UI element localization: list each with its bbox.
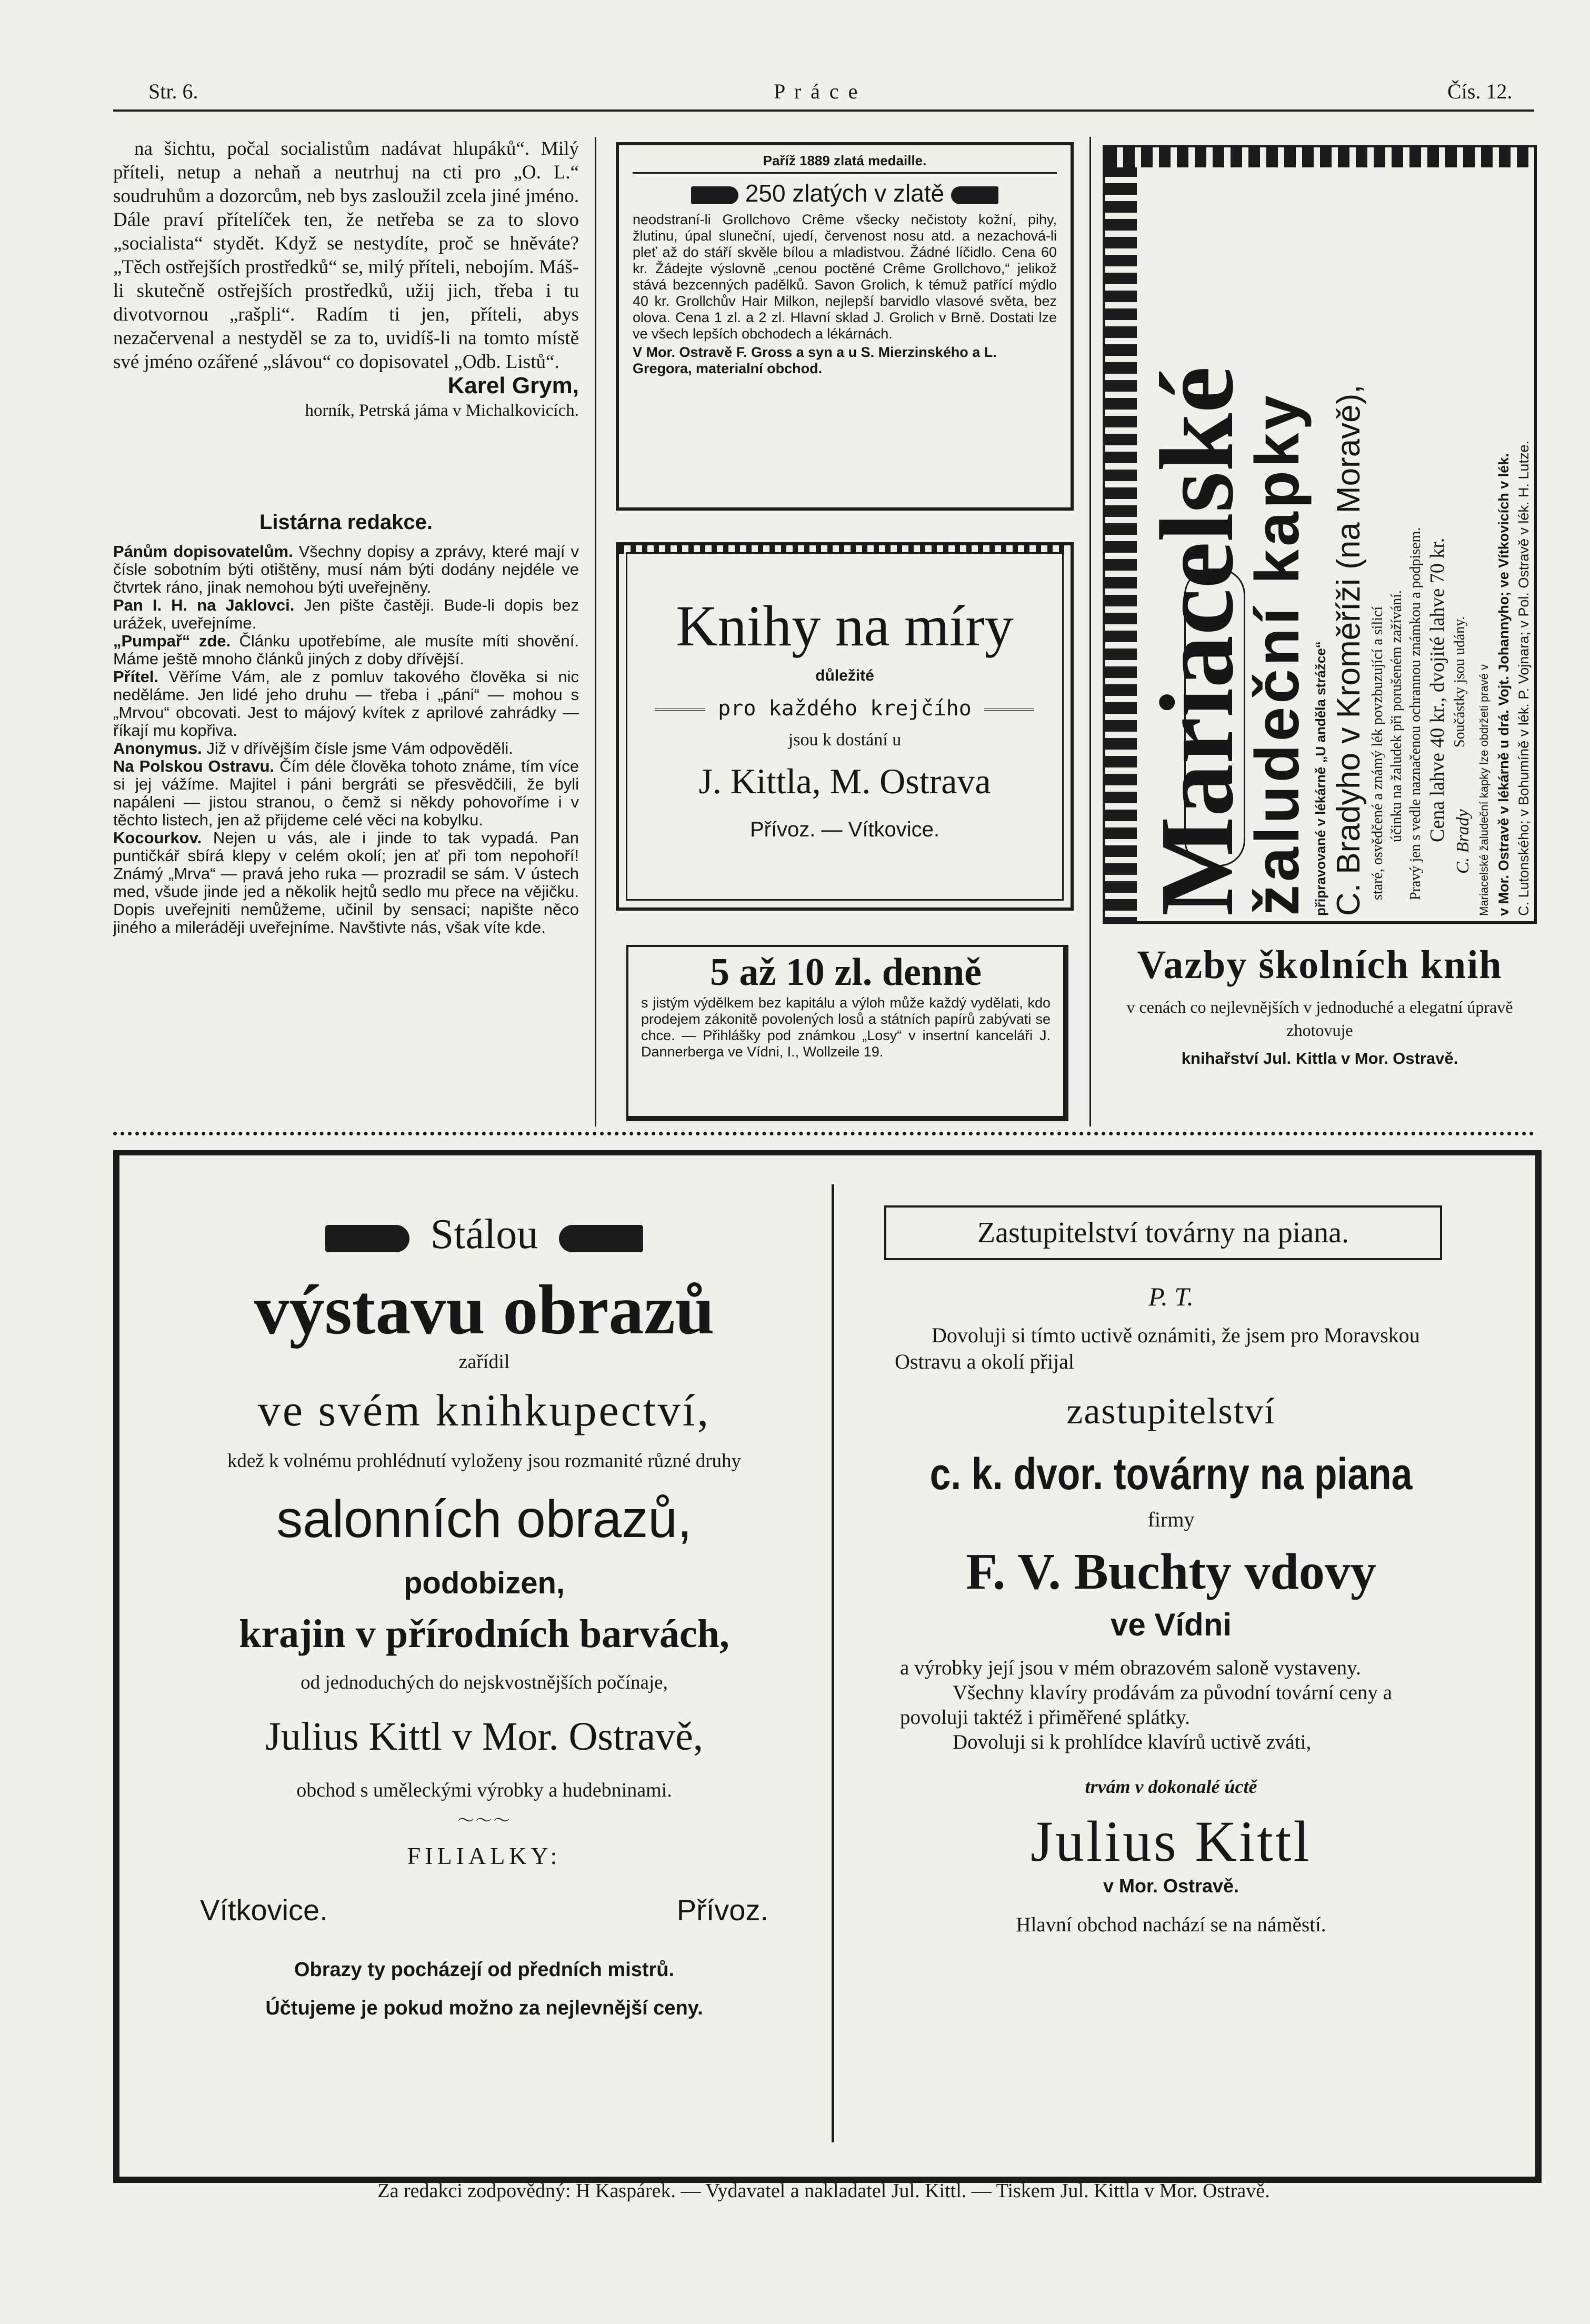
column-divider	[595, 137, 596, 1126]
drops-line1: staré, osvědčené a známý lék povzbuzující a silicí	[1369, 606, 1386, 900]
grolich-body: neodstraní-li Grollchovo Crême všecky nečistoty kožní, pihy, žlutinu, úpal sluneční, ujedí, červenost nosu atd. a nezachová-li pleť až do stáří skvěle bílou a mladistvou. Žádné líčidlo. Cena 60 kr. Žádejte výslovně „cenou poctěné Crême Grollchovo,“ jelikož stává bezcenných padělků. Savon Grolich, k témuž patřící mýdlo 40 kr. Grollchův Hair Milkon, nejlepší barvidlo vlasové světa, bez olova. Cena 1 zl. a 2 zl. Hlavní sklad J. Grolich v Brně. Dostati lze ve všech lepších obchodech a lékárnách.	[633, 212, 1057, 342]
piano-signature: Julius Kittl	[1031, 1809, 1312, 1873]
exhibit-l3: zařídil	[458, 1351, 510, 1373]
grolich-ad	[616, 142, 1074, 511]
header-rule	[113, 109, 1534, 112]
piano-ad	[863, 1205, 1479, 1937]
earn-title: 5 až 10 zl. denně	[710, 951, 982, 994]
drops-price: Cena lahve 40 kr., dvojité lahve 70 kr.	[1426, 537, 1448, 842]
pointing-hand-icon	[325, 1225, 409, 1252]
piano-t2: Všechny klavíry prodávám za původní tovární ceny a povoluji taktéž i přiměřené splátky.	[900, 1681, 1392, 1729]
bindings-title: Vazby školních knih	[1137, 943, 1503, 987]
listarna-item: Anonymus. Již v dřívějším čísle jsme Vám odpověděli.	[113, 739, 513, 757]
exhibit-l7: podobizen,	[403, 1566, 565, 1600]
piano-firm: firmy	[1147, 1508, 1195, 1531]
lower-divider	[832, 1184, 834, 2142]
piano-shop: Hlavní obchod nachází se na náměstí.	[1016, 1913, 1326, 1936]
knihy-seller: J. Kittla, M. Ostrava	[698, 761, 991, 801]
piano-t3: Dovoluji si k prohlídce klavírů uctivě zváti,	[953, 1731, 1312, 1753]
bindings-ad	[1103, 942, 1537, 1111]
letter-signature-sub: horník, Petrská jáma v Michalkovicích.	[305, 401, 579, 420]
piano-trust: trvám v dokonalé úctě	[1085, 1776, 1257, 1797]
ornament-border	[1105, 147, 1534, 167]
bindings-who: knihařství Jul. Kittla v Mor. Ostravě.	[1181, 1049, 1458, 1068]
piano-title: Zastupitelství továrny na piana.	[884, 1205, 1442, 1260]
exhibit-l4: ve svém knihkupectví,	[257, 1385, 711, 1435]
listarna-item: Na Polskou Ostravu. Čím déle člověka tohoto známe, tím více si jej vážíme. Majitel i páni bergráti se přesvědčili, že byli napáleni — jistou stranou, o čemž si někdy pohovoříme i v těchto listech, jen až přijdeme celé věci na kobylku.	[113, 757, 579, 829]
exhibit-l2: výstavu obrazů	[254, 1271, 715, 1349]
tilde-divider: ～～～	[457, 1811, 511, 1830]
piano-intro: Dovoluji si tímto uctivě oznámiti, že jsem pro Moravskou Ostravu a okolí přijal	[895, 1323, 1420, 1373]
letter-column	[113, 137, 579, 423]
rule-ornament	[984, 709, 1034, 711]
newspaper-title: P r á c e	[774, 79, 860, 103]
exhibit-l6: salonních obrazů,	[276, 1490, 692, 1549]
pointing-hand-icon	[559, 1225, 643, 1252]
piano-rep: zastupitelství	[1066, 1391, 1276, 1432]
exhibit-l10: Julius Kittl v Mor. Ostravě,	[265, 1714, 703, 1759]
knihy-branches: Přívoz. — Vítkovice.	[749, 818, 940, 841]
pointing-hand-icon	[951, 186, 998, 204]
exhibit-l14: Účtujeme je pokud možno za nejlevnější ceny.	[265, 1997, 703, 2019]
grolich-local: V Mor. Ostravě F. Gross a syn a u S. Mierzinského a L. Gregora, materialní obchod.	[633, 344, 997, 376]
rule-ornament	[655, 709, 705, 711]
exhibit-l11: obchod s uměleckými výrobky a hudebninami.	[296, 1779, 672, 1801]
piano-pt: P. T.	[1148, 1282, 1194, 1311]
drops-sub: připravované v lékárně „U anděla strážce“	[1313, 641, 1328, 916]
piano-factory: c. k. dvor. továrny na piana	[929, 1449, 1413, 1499]
ornament-border	[619, 544, 1071, 554]
drops-maker: C. Bradyho v Kroměříži (na Moravě),	[1331, 384, 1367, 916]
drops-title-2: žaludeční kapky	[1243, 392, 1312, 916]
ornament-border	[1105, 147, 1137, 921]
issue-number: Čís. 12.	[1447, 79, 1513, 103]
pointing-hand-icon	[691, 186, 738, 204]
exhibit-l13: Obrazy ty pocházejí od předních mistrů.	[294, 1959, 675, 1981]
listarna-item: Pan I. H. na Jaklovci. Jen pište častěji. Bude-li dopis bez urážek, uveřejníme.	[113, 596, 579, 632]
exhibit-l1: Stálou	[153, 1211, 816, 1259]
listarna-item: „Pumpař“ zde. Článku upotřebíme, ale musíte míti shovění. Máme ještě mnoho článků jiných z doby dřívější.	[113, 632, 579, 668]
drops-loc1: v Mor. Ostravě v lékárně u drá. Vojt. Johannyho; ve Vítkovicích v lék.	[1496, 453, 1512, 916]
branch-privoz: Přívoz.	[676, 1893, 768, 1927]
exhibit-ad	[153, 1211, 816, 2020]
exhibit-l8: krajin v přírodních barvách,	[239, 1612, 729, 1656]
drops-ad	[1103, 145, 1537, 924]
page-number: Str. 6.	[148, 79, 198, 103]
listarna-item: Přítel. Věříme Vám, ale z pomluv takového člověka si nic neděláme. Jen lidé jeho druhu — třeba i „páni“ — mohou s „Mrvou“ obcovati. Jest to májový kvítek z aprilové zahrádky — říkají mu kopřiva.	[113, 667, 579, 740]
drops-title-1: Mariacelské	[1139, 366, 1255, 916]
piano-t1: a výrobky její jsou v mém obrazovém saloně vystaveny.	[900, 1657, 1361, 1679]
piano-sig-city: v Mor. Ostravě.	[1103, 1875, 1239, 1897]
piano-name: F. V. Buchty vdovy	[966, 1543, 1376, 1600]
drops-line2: účinku na žaludek při porušeném zažívání.	[1388, 590, 1405, 842]
bindings-body: v cenách co nejlevnějších v jednoduché a elegatní úpravě zhotovuje	[1126, 998, 1513, 1040]
earn-ad	[626, 945, 1068, 1121]
knihy-available: jsou k dostání u	[788, 730, 902, 750]
listarna-redakce	[113, 513, 579, 936]
drops-genuine: Mariacelské žaludeční kapky lze obdržeti pravé v	[1477, 664, 1491, 916]
earn-body: s jistým výdělkem bez kapitálu a výloh může každý vydělati, kdo prodejem zákonitě povolených losů a státních papírů zabývati se chce. — Přihlášky pod známkou „Losy“ v insertní kanceláři J. Dannerberga ve Vídni, I., Wollzeile 19.	[641, 995, 1051, 1060]
knihy-important: důležité	[815, 667, 874, 684]
knihy-for-whom: pro každého krejčího	[619, 696, 1071, 721]
grolich-headline: 250 zlatých v zlatě	[633, 179, 1057, 207]
listarna-title: Listárna redakce.	[259, 511, 433, 534]
piano-city: ve Vídni	[1110, 1607, 1232, 1642]
branch-vitkovice: Vítkovice.	[200, 1893, 328, 1927]
knihy-title: Knihy na míry	[676, 594, 1014, 658]
listarna-item: Pánům dopisovatelům. Všechny dopisy a zprávy, které mají v čísle sobotním býti otištěny, musí nám býti dodány nejdéle ve čtvrtek ráno, jinak nemohou býti uveřejněny.	[113, 542, 579, 596]
exhibit-l9: od jednoduchých do nejskvostnějších počínaje,	[301, 1672, 668, 1693]
drops-signature: C. Brady	[1453, 809, 1473, 874]
knihy-ad	[616, 542, 1074, 911]
listarna-item: Kocourkov. Nejen u vás, ale i jinde to tak vypadá. Pan puntičkář sbírá klepy v celém okolí; jen ať při tom nepohoří! Známý „Mrva“ — pravá jeho ruka — prozradil se sám. V ústech med, všude jinde jed a několik hejtů sedlo mu přece na vějičku. Dopis uveřejniti nemůžeme, učinil by sensaci; napište něco jiného a mileráději uveřejníme. Navštivte nás, však víte kde.	[113, 829, 579, 936]
letter-body: na šichtu, počal socialistům nadávat hlupáků“. Milý příteli, netup a nehaň a neutrhuj na cti pro „O. L.“ soudruhům a dozorcům, neb bys zasloužil zcela jiné jméno. Dále praví přítelíček ten, že netřeba se za to slovo „socialista“ stydět. Když se nestydíte, proč se hněváte? „Těch ostřejších prostředků“ se, milý příteli, nebojím. Máš-li skutečně ostřejších prostředků, užij jich, třeba i tu divotvornou „rašpli“. Radím ti jen, příteli, abys nezačervenal a nestyděl se za to, uvidíš-li na tomto místě své jméno ozářené „slávou“ co dopisovatel „Odb. Listů“.	[113, 138, 579, 373]
footer-imprint: Za redakci zodpovědný: H Kaspárek. — Vydavatel a nakladatel Jul. Kittl. — Tiskem Jul. Kittla v Mor. Ostravě.	[377, 2180, 1270, 2202]
column-divider	[1089, 137, 1091, 1126]
grolich-medal: Paříž 1889 zlatá medaille.	[633, 153, 1057, 174]
exhibit-branches	[153, 1893, 816, 1927]
exhibit-l12: FILIALKY:	[407, 1842, 562, 1869]
drops-loc2: C. Lutonského; v Bohumíně v lék. P. Vojnara; v Pol. Ostravě v lék. H. Lutze.	[1516, 441, 1532, 916]
drops-line3: Pravý jen s vedle naznačenou ochrannou známkou a podpisem.	[1407, 527, 1424, 900]
drops-parts: Součástky jsou udány.	[1452, 616, 1468, 747]
section-divider	[113, 1132, 1534, 1140]
letter-signature: Karel Grym,	[447, 373, 579, 398]
exhibit-l5: kdež k volnému prohlédnutí vyloženy jsou rozmanité různé druhy	[227, 1450, 742, 1472]
